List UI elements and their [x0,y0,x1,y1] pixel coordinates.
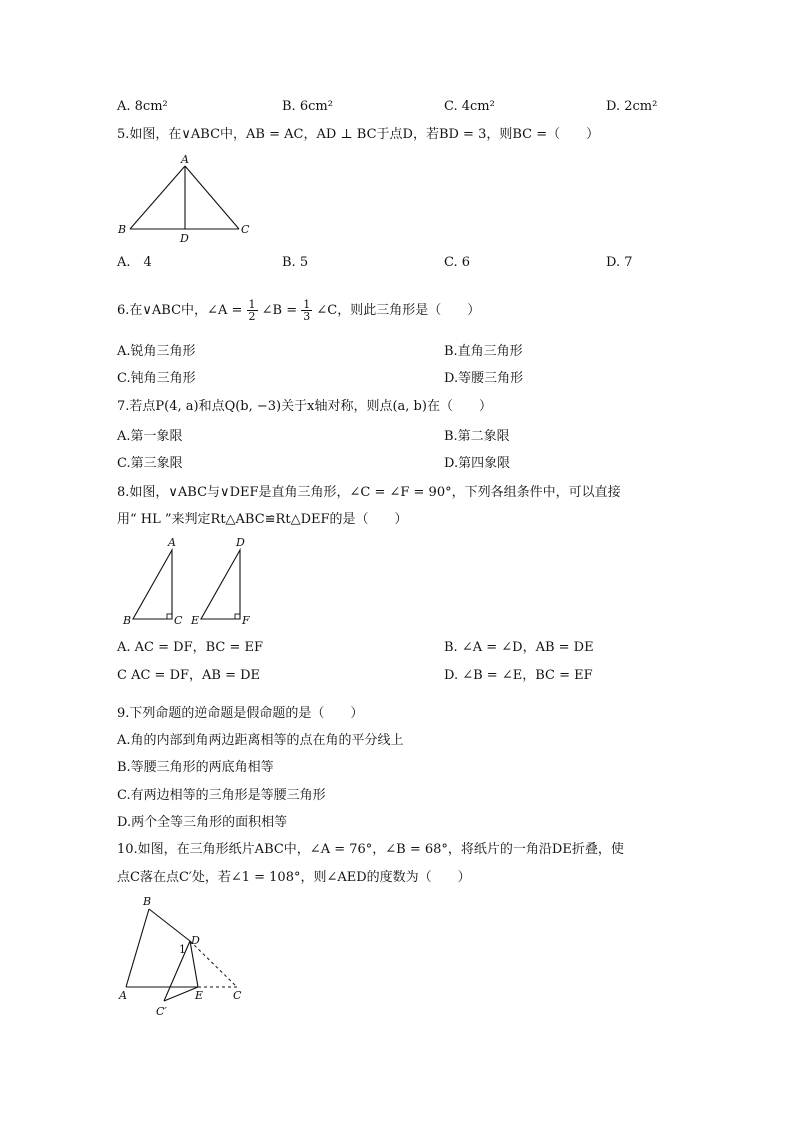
q8-option-c: C AC = DF，AB = DE [117,668,261,683]
q9-option-a: A.角的内部到角两边距离相等的点在角的平分线上 [117,733,404,748]
q7-option-c: C.第三象限 [117,456,183,471]
q7-option-d: D.第四象限 [444,456,511,471]
q8-label-f: F [242,614,250,627]
q10-label-one: 1 [179,943,186,956]
q7-option-b: B.第二象限 [444,429,510,444]
q4-option-d: D. 2cm² [606,99,658,114]
q10-label-d: D [191,934,200,947]
q5-figure [112,152,262,247]
q8-figure [116,535,266,630]
q5-option-b: B. 5 [282,255,309,270]
q5-label-a: A [181,153,189,166]
q8-stem-line-1: 8.如图，∨ABC与∨DEF是直角三角形，∠C = ∠F = 90°，下列各组条件中，可以直接 [117,485,621,500]
q9-option-c: C.有两边相等的三角形是等腰三角形 [117,788,326,803]
q8-option-b: B. ∠A = ∠D，AB = DE [444,640,594,655]
q8-option-a: A. AC = DF，BC = EF [117,640,263,655]
q6-frac2-denominator: 3 [303,310,311,323]
q10-label-c-prime: C′ [156,1005,167,1018]
q6-frac1-numerator: 1 [248,298,256,311]
q10-stem-line-2: 点C落在点C′处，若∠1 = 108°，则∠AED的度数为（ ） [117,870,471,885]
q10-label-c: C [233,989,242,1002]
q5-label-b: B [118,223,127,236]
q6-option-a: A.锐角三角形 [117,344,196,359]
q6-stem [117,296,480,326]
q6-option-c: C.钝角三角形 [117,371,196,386]
q10-label-e: E [195,989,204,1002]
q8-label-b: B [123,614,132,627]
q7-option-a: A.第一象限 [117,429,183,444]
q6-frac1-denominator: 2 [248,310,256,323]
q10-stem-line-1: 10.如图，在三角形纸片ABC中，∠A = 76°，∠B = 68°，将纸片的一角沿DE折叠，使 [117,842,624,857]
q6-option-b: B.直角三角形 [444,344,523,359]
q6-option-d: D.等腰三角形 [444,371,524,386]
q5-label-c: C [241,223,250,236]
q8-label-c: C [174,614,183,627]
q5-option-a: A. 4 [117,255,152,270]
q10-figure [112,892,272,1027]
q5-option-d: D. 7 [606,255,633,270]
q4-option-b: B. 6cm² [282,99,333,114]
q8-option-d: D. ∠B = ∠E，BC = EF [444,668,593,683]
q9-stem: 9.下列命题的逆命题是假命题的是（ ） [117,706,364,721]
q6-stem-suffix: ∠C，则此三角形是（ ） [316,303,481,318]
q5-stem: 5.如图，在∨ABC中，AB = AC，AD ⊥ BC于点D，若BD = 3，则BC =（ ） [117,127,600,142]
q5-option-c: C. 6 [444,255,471,270]
q6-stem-mid: ∠B = [261,303,298,318]
q5-label-d: D [180,232,189,245]
q6-fraction-1 [247,299,258,322]
q8-label-d: D [236,536,245,549]
q10-label-a: A [119,989,127,1002]
q8-label-a: A [168,536,176,549]
q10-label-b: B [143,895,152,908]
q4-option-c: C. 4cm² [444,99,495,114]
q4-option-a: A. 8cm² [117,99,168,114]
q8-stem-line-2: 用“ HL ”来判定Rt△ABC≌Rt△DEF的是（ ） [117,512,408,527]
q8-label-e: E [191,614,200,627]
q7-stem: 7.若点P(4, a)和点Q(b, −3)关于x轴对称，则点(a, b)在（ ） [117,399,492,414]
q9-option-b: B.等腰三角形的两底角相等 [117,760,274,775]
q6-stem-prefix: 6.在∨ABC中，∠A = [117,303,243,318]
q9-option-d: D.两个全等三角形的面积相等 [117,815,288,830]
q6-frac2-numerator: 1 [303,298,311,311]
q6-fraction-2 [301,299,312,322]
